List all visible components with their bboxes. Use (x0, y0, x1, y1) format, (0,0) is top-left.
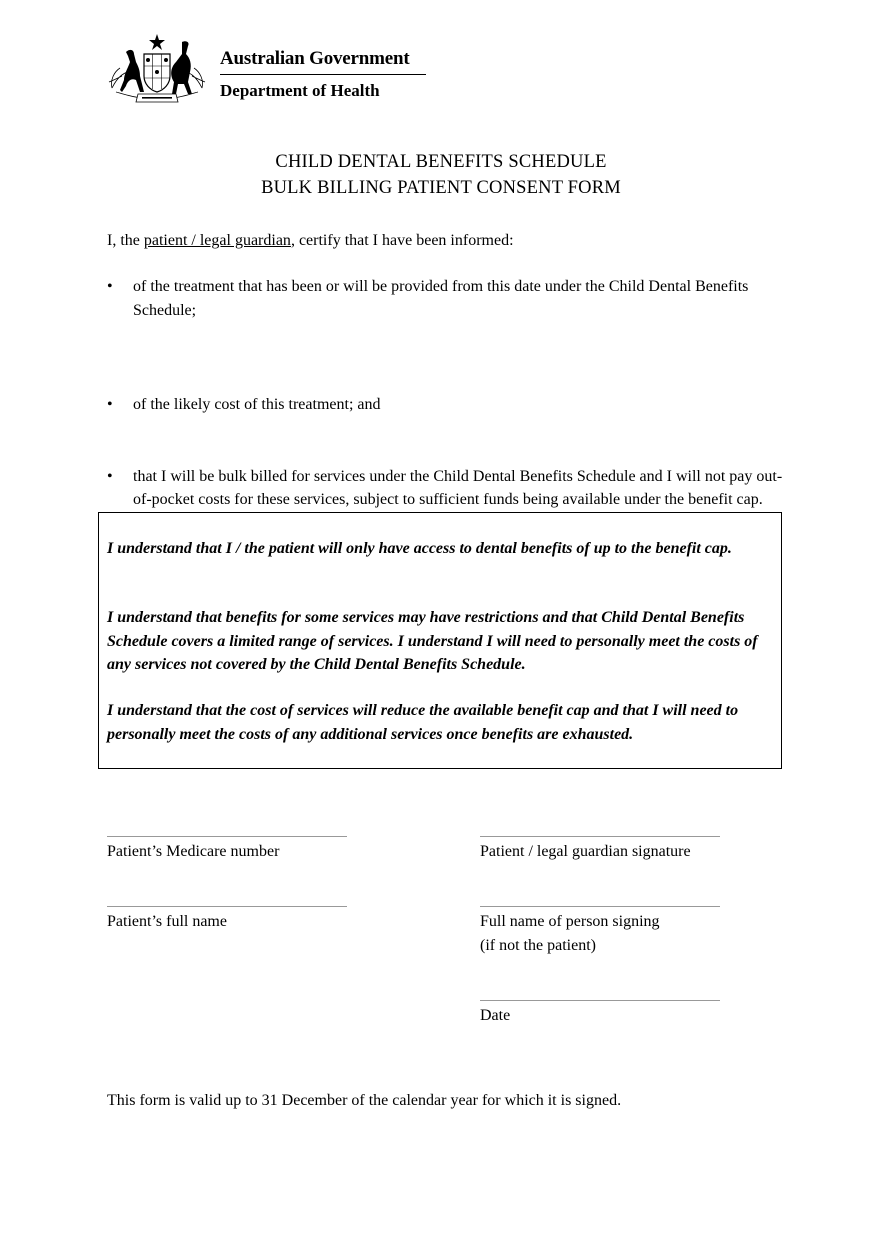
benefit-cap-notice-box (98, 512, 782, 769)
notice-paragraph: I understand that the cost of services will reduce the available benefit cap and that I will need to personally meet the costs of any additional services once benefits are exhausted. (107, 702, 739, 743)
intro-suffix: , certify that I have been informed: (290, 232, 514, 249)
commonwealth-coat-of-arms-icon (104, 32, 210, 108)
list-item-text: that I will be bulk billed for services under the Child Dental Benefits Schedule and I will not pay out-of-pocket costs for these services, subject to sufficient funds being available under the benefit cap. (133, 467, 783, 508)
list-item (107, 393, 787, 417)
medicare-number-field[interactable] (107, 836, 347, 837)
informed-items-list (107, 275, 787, 508)
date-field[interactable] (480, 1000, 720, 1001)
list-item (107, 465, 787, 512)
intro-prefix: I, the (107, 232, 144, 249)
full-name-field[interactable] (107, 906, 347, 907)
intro-role: patient / legal guardian (143, 232, 291, 249)
list-item-text: of the likely cost of this treatment; and (133, 396, 381, 413)
form-title-line2: BULK BILLING PATIENT CONSENT FORM (261, 178, 621, 198)
form-title-line1: CHILD DENTAL BENEFITS SCHEDULE (275, 152, 607, 172)
bullet-icon: • (107, 396, 113, 413)
bullet-icon: • (107, 467, 113, 485)
medicare-number-label: Patient’s Medicare number (107, 843, 280, 860)
bullet-icon: • (107, 278, 113, 295)
date-label: Date (480, 1007, 511, 1024)
list-item-text: of the treatment that has been or will be provided from this date under the Child Dental Benefits Schedule; (133, 278, 749, 319)
signer-name-field[interactable] (480, 906, 720, 907)
validity-note: This form is valid up to 31 December of the calendar year for which it is signed. (107, 1092, 622, 1109)
intro-statement (107, 229, 514, 252)
government-branding (220, 48, 426, 101)
notice-paragraph: I understand that benefits for some services may have restrictions and that Child Dental Benefits Schedule covers a limited range of services. I understand I will need to personally meet the costs of any services not covered by the Child Dental Benefits Schedule. (107, 609, 758, 673)
government-name: Australian Government (220, 48, 426, 75)
signer-name-note: (if not the patient) (480, 937, 596, 954)
notice-paragraph: I understand that I / the patient will only have access to dental benefits of up to the benefit cap. (107, 540, 732, 557)
full-name-label: Patient’s full name (107, 913, 227, 930)
signature-label: Patient / legal guardian signature (480, 843, 691, 860)
signature-field[interactable] (480, 836, 720, 837)
signer-name-label: Full name of person signing (480, 913, 660, 930)
list-item (107, 275, 787, 322)
department-name: Department of Health (220, 81, 380, 100)
